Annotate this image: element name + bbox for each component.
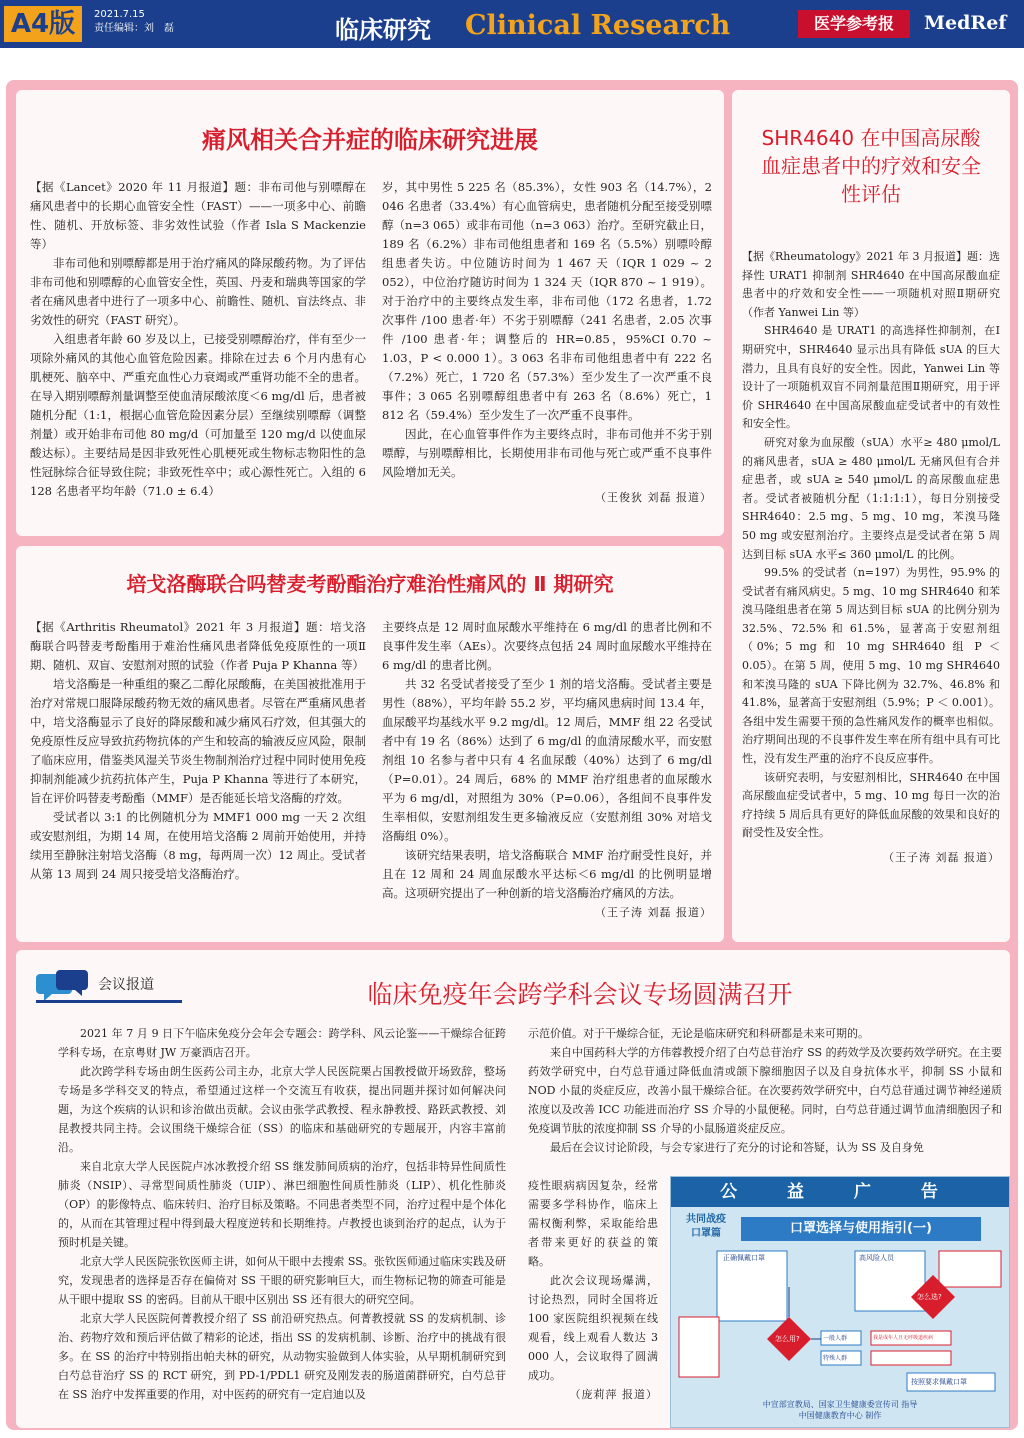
ad-box-label-5: 一般人群 [823,1335,848,1342]
paragraph: SHR4640 是 URAT1 的高选择性抑制剂，在Ⅰ期研究中，SHR4640 显示出具有降低 sUA 的巨大潜力，且具有良好的安全性。因此，Yanwei Lin 等设计了一项随机双盲不同剂量范围Ⅱ期研究，用于评价 SHR4640 在中国高尿酸血症受试者中的有效性和安全性。 [742,324,1000,431]
ad-headline: 口罩选择与使用指引(一) [741,1217,981,1241]
edition-badge: A4版 [4,6,82,42]
paragraph: 北京大学人民医院张钦医师主讲，如何从干眼中去搜索 SS。张钦医师通过临床实践及研究，发现患者的选择是否存在偏倚对 SS 干眼的研究影响巨大，而生物标记物的筛查可能是从干眼中提取 SS 的密码。目前从干眼中区别出 SS 还有很大的研究空间。 [58,1255,506,1306]
public-service-ad [670,1176,1010,1428]
paragraph: 因此，在心血管事件作为主要终点时，非布司他并不劣于别嘌醇，与别嘌醇相比，长期使用非布司他与死亡或严重不良事件风险增加无关。 [382,427,712,479]
paragraph: 疫性眼病病因复杂，经常需要多学科协作，临床上需权衡利弊，采取能给患者带来更好的获益的策略。 [528,1179,658,1268]
paragraph: 【据《Rheumatology》2021 年 3 月报道】题：选择性 URAT1 抑制剂 SHR4640 在中国高尿酸血症患者中的疗效和安全性——一项随机对照Ⅱ期研究（作者 Yanwei Lin 等） [742,250,1000,319]
ad-box-labels [723,1253,765,1263]
paragraph: 2021 年 7 月 9 日下午临床免疫分会年会专题会：跨学科、风云论鉴——干燥综合征跨学科专场，在京粤财 JW 万豪酒店召开。 [58,1027,506,1059]
campaign-logo: 共同战疫 口罩篇 [686,1214,726,1239]
article-column-right [382,618,712,922]
masthead [0,0,1024,48]
paragraph: 培戈洛酶是一种重组的聚乙二醇化尿酸酶，在美国被批准用于治疗对常规口服降尿酸药物无效的痛风患者。尽管在严重痛风患者中，培戈洛酶显示了良好的降尿酸和减少痛风石疗效，但其强大的免疫原性反应导致抗药物抗体的产生和较高的输液反应风险，限制了临床应用，借鉴类风湿关节炎生物制剂治疗过程中同时使用免疫抑制剂能减少抗药抗体产生，Puja P Khanna 等进行了本研究，旨在评价吗替麦考酚酯（MMF）是否能延长培戈洛酶的疗效。 [30,677,366,805]
byline: （庞莉萍 报道） [569,1388,658,1401]
article-shr4640 [732,90,1010,942]
article-comorbidities [16,90,724,536]
paragraph: 共 32 名受试者接受了至少 1 剂的培戈洛酶。受试者主要是男性（88%），平均年龄 55.2 岁，平均痛风患病时间 13.4 年，血尿酸平均基线水平 9.2 mg/dl。12 周后，MMF 组 22 名受试者中有 19 名（86%）达到了 6 mg/dl 的血清尿酸水平，而安慰剂组 10 名参与者中只有 4 名血尿酸（40%）达到了 6 mg/dl（P=0.01）。24 周后，68% 的 MMF 治疗组患者的血尿酸水平为 6 mg/dl，对照组为 30%（P=0.06），各组间不良事件发生率相似，安慰剂组发生更多输液反应（安慰剂组 30% 对培戈洛酶组 0%）。 [382,677,712,843]
chat-bubbles-icon [36,968,92,1002]
ad-box-label: 正确佩戴口罩 [723,1254,765,1262]
tag-underline [36,1000,182,1003]
article-title: 培戈洛酶联合吗替麦考酚酯治疗难治性痛风的 Ⅱ 期研究 [126,572,614,596]
newspaper-name: 医学参考报 [798,10,910,38]
meeting-report-tag [36,968,186,1004]
paragraph: 此次跨学科专场由朗生医药公司主办，北京大学人民医院栗占国教授做开场致辞，整场专场是多学科交叉的特点，希望通过这样一个交流互有收获，提出同题并探讨如何解决问题，为这个疾病的认识和诊治做出贡献。会议由张学武教授、程永静教授、路跃武教授、刘昆教授共同主持。会议围绕干燥综合征（SS）的临床和基础研究的专题展开，内容丰富前沿。 [58,1065,506,1154]
paragraph: 该研究结果表明，培戈洛酶联合 MMF 治疗耐受性良好，并且在 12 周和 24 周血尿酸水平达标＜6 mg/dl 的比例明显增高。这项研究提出了一种创新的培戈洛酶治疗痛风的方法。 [382,848,712,900]
paragraph: 入组患者年龄 60 岁及以上，已接受别嘌醇治疗，伴有至少一项除外痛风的其他心血管危险因素。排除在过去 6 个月内患有心肌梗死、脑卒中、严重充血性心力衰竭或严重肾功能不全的患者。在导入期别嘌醇剂量调整至使血清尿酸浓度＜6 mg/dl 后，患者被随机分配（1:1，根据心血管危险因素分层）至继续别嘌醇（调整剂量）或开始非布司他 80 mg/d（可加量至 120 mg/d 以使血尿酸达标）。主要结局是因非致死性心肌梗死或生物标志物阳性的急性冠脉综合征导致住院；非致死性卒中；或心源性死亡。入组的 6 128 名患者平均年龄（71.0 ± 6.4） [30,332,366,498]
article-title: 痛风相关合并症的临床研究进展 [202,126,538,154]
byline: （王子涛 刘磊 报道） [883,851,1000,864]
responsible-editor: 责任编辑：刘 磊 [94,23,174,34]
ad-box-label-2: 高风险人员 [859,1254,894,1262]
mask-guide-flowchart [671,1247,1009,1397]
article-column-right [382,178,712,507]
article-title: SHR4640 在中国高尿酸血症患者中的疗效和安全性评估 [761,126,981,206]
paragraph: 99.5% 的受试者（n=197）为男性，95.9% 的受试者有痛风病史。5 mg、10 mg SHR4640 和苯溴马隆组患者在第 5 周达到目标 sUA 的比例分别为 32.5%、72.5% 和 61.5%，显著高于安慰剂组（0%；5 mg 和 10 mg SHR4640 组 P ＜ 0.05）。在第 5 周，使用 5 mg、10 mg SHR4640 和苯溴马隆的 sUA 下降比例为 32.7%、46.8% 和 41.8%，显著高于安慰剂组（5.9%；P ＜ 0.001）。各组中发生需要干预的急性痛风发作的概率也相似。治疗期间出现的不良事件发生率在所有组中具有可比性，没有发生严重的治疗不良反应事件。 [742,566,1000,766]
section-title-zh: 临床研究 [335,16,431,44]
newspaper-brand: MedRef [924,12,1007,34]
article-column-left [30,178,366,501]
meeting-column-right-bottom [528,1176,658,1404]
ad-box-label-6: 特殊人群 [823,1355,848,1362]
paragraph: 主要终点是 12 周时血尿酸水平维持在 6 mg/dl 的患者比例和不良事件发生率（AEs）。次要终点包括 24 周时血尿酸水平维持在 6 mg/dl 的患者比例。 [382,620,712,672]
ad-title: 公 益 广 告 [671,1177,1009,1207]
paragraph: 示范价值。对于干燥综合征，无论是临床研究和科研都是未来可期的。 [528,1027,869,1040]
paragraph: 来自北京大学人民医院卢冰冰教授介绍 SS 继发肺间质病的治疗，包括非特异性间质性肺炎（NSIP）、寻常型间质性肺炎（UIP）、淋巴细胞性间质性肺炎（LIP）、机化性肺炎（OP）的影像特点、临床转归、治疗目标及策略。不同患者类型不同，治疗过程中是个体化的，从而在其管理过程中得到最大程度逆转和长期维持。卢教授也谈到治疗的起点，认为于预时机是关键。 [58,1160,506,1249]
ad-footer: 中宣部宣教局、国家卫生健康委宣传司 指导 中国健康教育中心 制作 [762,1400,918,1420]
issue-info [94,8,174,36]
meeting-report-label: 会议报道 [98,977,154,993]
paragraph: 【据《Lancet》2020 年 11 月报道】题：非布司他与别嘌醇在痛风患者中的长期心血管安全性（FAST）——一项多中心、前瞻性、随机、开放标签、非劣效性试验（作者 Isla S Mackenzie 等） [30,180,366,251]
ad-box-label-8: 按照要求佩戴口罩 [911,1378,967,1386]
paragraph: 岁，其中男性 5 225 名（85.3%），女性 903 名（14.7%），2 046 名患者（33.4%）有心血管病史，患者随机分配至接受别嘌醇（n=3 065）或非布司他（n=3 063）治疗。至研究截止日，189 名（6.2%）非布司他组患者和 169 名（5.5%）别嘌呤醇组患者失访。中位随访时间为 1 467 天（IQR 1 029 ~ 2 052），中位治疗随访时间为 1 324 天（IQR 870 ~ 1 919）。对于治疗中的主要终点发生率，非布司他（172 名患者，1.72 次事件 /100 患者·年）不劣于别嘌醇（241 名患者，2.05 次事件 /100 患者·年；调整后的 HR=0.85，95%CI 0.70 ~ 1.03，P < 0.000 1）。3 063 名非布司他组患者中有 222 名（7.2%）死亡，1 720 名（57.3%）至少发生了一次严重不良事件；3 065 名别嘌醇组患者中有 263 名（8.6%）死亡，1 812 名（59.4%）至少发生了一次严重不良事件。 [382,180,712,422]
paragraph: 研究对象为血尿酸（sUA）水平≥ 480 μmol/L 的痛风患者，sUA ≥ 480 μmol/L 无痛风但有合并症患者，或 sUA ≥ 540 μmol/L 的高尿酸血症患者。受试者被随机分配（1:1:1:1），每日分别接受 SHR4640：2.5 mg、5 mg、10 mg，苯溴马隆 50 mg 或安慰剂治疗。主要终点是受试者在第 5 周达到目标 sUA 水平≤ 360 μmol/L 的比例。 [742,435,1000,561]
section-title-en: Clinical Research [465,10,731,41]
paragraph: 最后在会议讨论阶段，与会专家进行了充分的讨论和答疑，认为 SS 及自身免 [550,1141,924,1154]
article-column-left [30,618,366,884]
paragraph: 受试者以 3:1 的比例随机分为 MMF1 000 mg 一天 2 次组或安慰剂组，为期 14 周，在使用培戈洛酶 2 周前开始使用，并持续用至静脉注射培戈洛酶（8 mg，每两周一次）12 周止。受试者从第 13 周到 24 周只接受培戈洛酶治疗。 [30,810,366,881]
byline: （王子涛 刘磊 报道） [595,906,712,919]
paragraph: 【据《Arthritis Rheumatol》2021 年 3 月报道】题：培戈洛酶联合吗替麦考酚酯用于难治性痛风患者降低免疫原性的一项Ⅱ期、随机、双盲、安慰剂对照的试验（作者 Puja P Khanna 等） [30,620,366,672]
byline: （王俊狄 刘磊 报道） [595,491,712,504]
paragraph: 该研究表明，与安慰剂相比，SHR4640 在中国高尿酸血症受试者中，5 mg、10 mg 每日一次的治疗持续 5 周后具有更好的降低血尿酸的效果和良好的耐受性及安全性。 [742,770,1000,840]
paragraph: 北京大学人民医院何菁教授介绍了 SS 前沿研究热点。何菁教授就 SS 的发病机制、诊治、药物疗效和预后评估做了精彩的论述，指出 SS 的发病机制、诊断、治疗中的挑战有很多。在 SS 的治疗中特别指出帕夫林的研究，从动物实验做到人体实验，从早期机制研究到白芍总苷治疗 SS 的 RCT 研究，到 PD-1/PDL1 研究及刚发表的肠道菌群研究，白芍总苷在 SS 治疗中发挥重要的作用，对中医药的研究有一定启迪以及 [58,1312,506,1401]
paragraph: 非布司他和别嘌醇都是用于治疗痛风的降尿酸药物。为了评估非布司他和别嘌醇的心血管安全性，英国、丹麦和瑞典等国家的学者在痛风患者中进行了一项多中心、前瞻性、随机、盲法终点、非劣效性的研究（FAST 研究）。 [30,256,366,327]
meeting-column-left [58,1024,506,1404]
meeting-column-right-top [528,1024,1002,1157]
ad-box-label-7: 我是成年人且无呼吸道疾病 [873,1335,934,1341]
ad-box-label-4: 怎么用? [775,1335,800,1343]
meeting-article-title: 临床免疫年会跨学科会议专场圆满召开 [367,980,793,1009]
ad-box-label-3: 怎么选? [917,1293,942,1301]
paragraph: 此次会议现场爆满，讨论热烈，同时全国将近 100 家医院组织视频在线观看，线上观看人数达 3 000 人，会议取得了圆满成功。 [528,1274,658,1382]
paragraph: 来自中国药科大学的方伟蓉教授介绍了白芍总苷治疗 SS 的药效学及次要药效学研究。在主要药效学研究中，白芍总苷通过降低血清或颌下腺细胞因子以及自身抗体水平，抑制 SS 小鼠和 NOD 小鼠的炎症反应，改善小鼠干燥综合征。在次要药效学研究中，白芍总苷通过调节神经递质浓度以及改善 ICC 功能进而治疗 SS 介导的小鼠便秘。同时，白芍总苷通过调节血清细胞因子和免疫调节肽的浓度抑制 SS 介导的小鼠肠道炎症反应。 [528,1046,1002,1135]
issue-date: 2021.7.15 [94,9,145,20]
article-pegloticase [16,546,724,942]
article-body [742,248,1000,868]
